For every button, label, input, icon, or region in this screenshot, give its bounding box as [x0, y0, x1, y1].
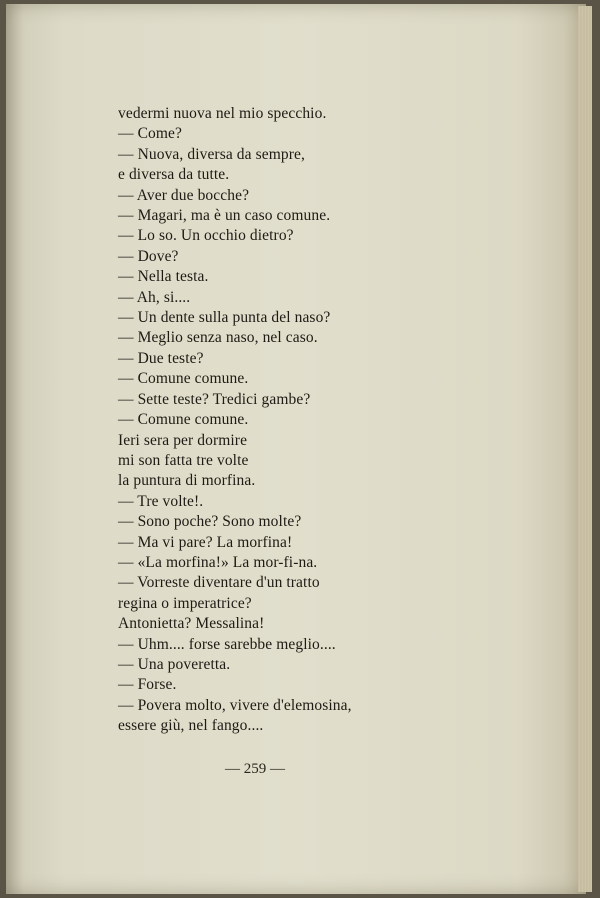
text-line: — Due teste? — [118, 349, 204, 367]
text-line: — Povera molto, vivere d'elemosina, — [118, 696, 352, 714]
text-line: — Ah, si.... — [118, 288, 191, 306]
text-line: — Magari, ma è un caso comune. — [118, 207, 331, 225]
page-number: — 259 — — [225, 761, 285, 777]
text-line: e diversa da tutte. — [118, 166, 230, 184]
text-line: — Forse. — [118, 676, 177, 694]
text-line: — Lo so. Un occhio dietro? — [118, 227, 294, 245]
text-line: — Nuova, diversa da sempre, — [118, 145, 305, 163]
text-line: — Sette teste? Tredici gambe? — [118, 390, 311, 408]
text-line: — Come? — [118, 125, 182, 143]
text-line: vedermi nuova nel mio specchio. — [118, 105, 327, 122]
text-line: mi son fatta tre volte — [118, 451, 249, 469]
text-line: — Meglio senza naso, nel caso. — [118, 329, 318, 347]
text-line: — Nella testa. — [118, 268, 209, 286]
text-line: — Un dente sulla punta del naso? — [118, 309, 331, 327]
text-line: — Aver due bocche? — [118, 186, 250, 204]
text-line: — Sono poche? Sono molte? — [118, 513, 302, 531]
page-edges — [578, 6, 592, 892]
text-line: — Una poveretta. — [118, 655, 231, 673]
text-line: la puntura di morfina. — [118, 472, 256, 490]
text-line: — Ma vi pare? La morfina! — [118, 533, 293, 551]
text-line: — Tre volte!. — [118, 492, 204, 510]
text-line: — «La morfina!» La mor-fi-na. — [118, 553, 318, 571]
text-line: — Comune comune. — [118, 370, 249, 388]
poem-text — [118, 104, 418, 737]
text-line: — Vorreste diventare d'un tratto — [118, 574, 320, 592]
text-line: regina o imperatrice? — [118, 594, 252, 612]
text-line: Antonietta? Messalina! — [118, 615, 265, 633]
text-line: — Comune comune. — [118, 411, 249, 429]
text-line: Ieri sera per dormire — [118, 431, 248, 449]
text-line: — Uhm.... forse sarebbe meglio.... — [118, 635, 336, 653]
text-line: essere giù, nel fango.... — [118, 717, 264, 735]
text-line: — Dove? — [118, 247, 179, 265]
